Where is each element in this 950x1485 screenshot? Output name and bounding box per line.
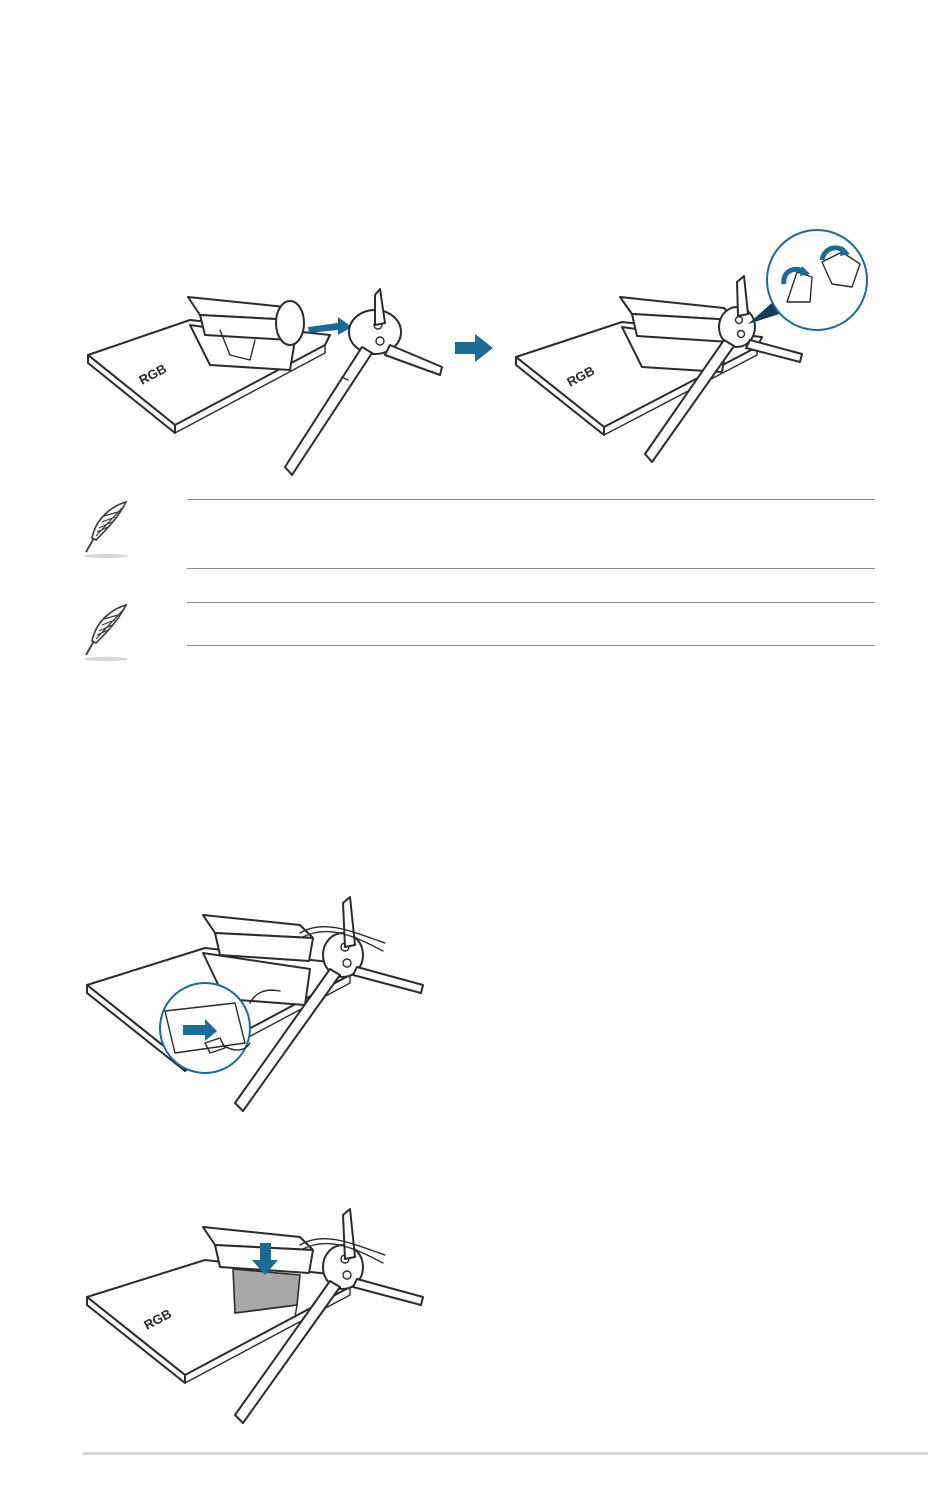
figure-connect-cables bbox=[85, 893, 430, 1118]
figure-stand-tighten bbox=[512, 232, 872, 467]
svg-text:RGB: RGB bbox=[564, 362, 597, 390]
note-1-text bbox=[190, 515, 870, 555]
note-1-bottom-rule bbox=[187, 568, 875, 569]
figure-stand-insert bbox=[80, 285, 450, 480]
note-1-top-rule bbox=[187, 499, 875, 500]
footer-rule bbox=[83, 1452, 928, 1455]
svg-text:RGB: RGB bbox=[136, 360, 169, 388]
feather-note-icon bbox=[82, 500, 132, 560]
svg-text:RGB: RGB bbox=[141, 1305, 174, 1333]
note-2-bottom-rule bbox=[187, 645, 875, 646]
figure-attach-cover bbox=[85, 1205, 430, 1430]
note-2-top-rule bbox=[187, 602, 875, 603]
next-step-arrow-icon bbox=[455, 334, 495, 362]
note-2-text bbox=[190, 612, 870, 638]
feather-note-icon bbox=[82, 603, 132, 663]
